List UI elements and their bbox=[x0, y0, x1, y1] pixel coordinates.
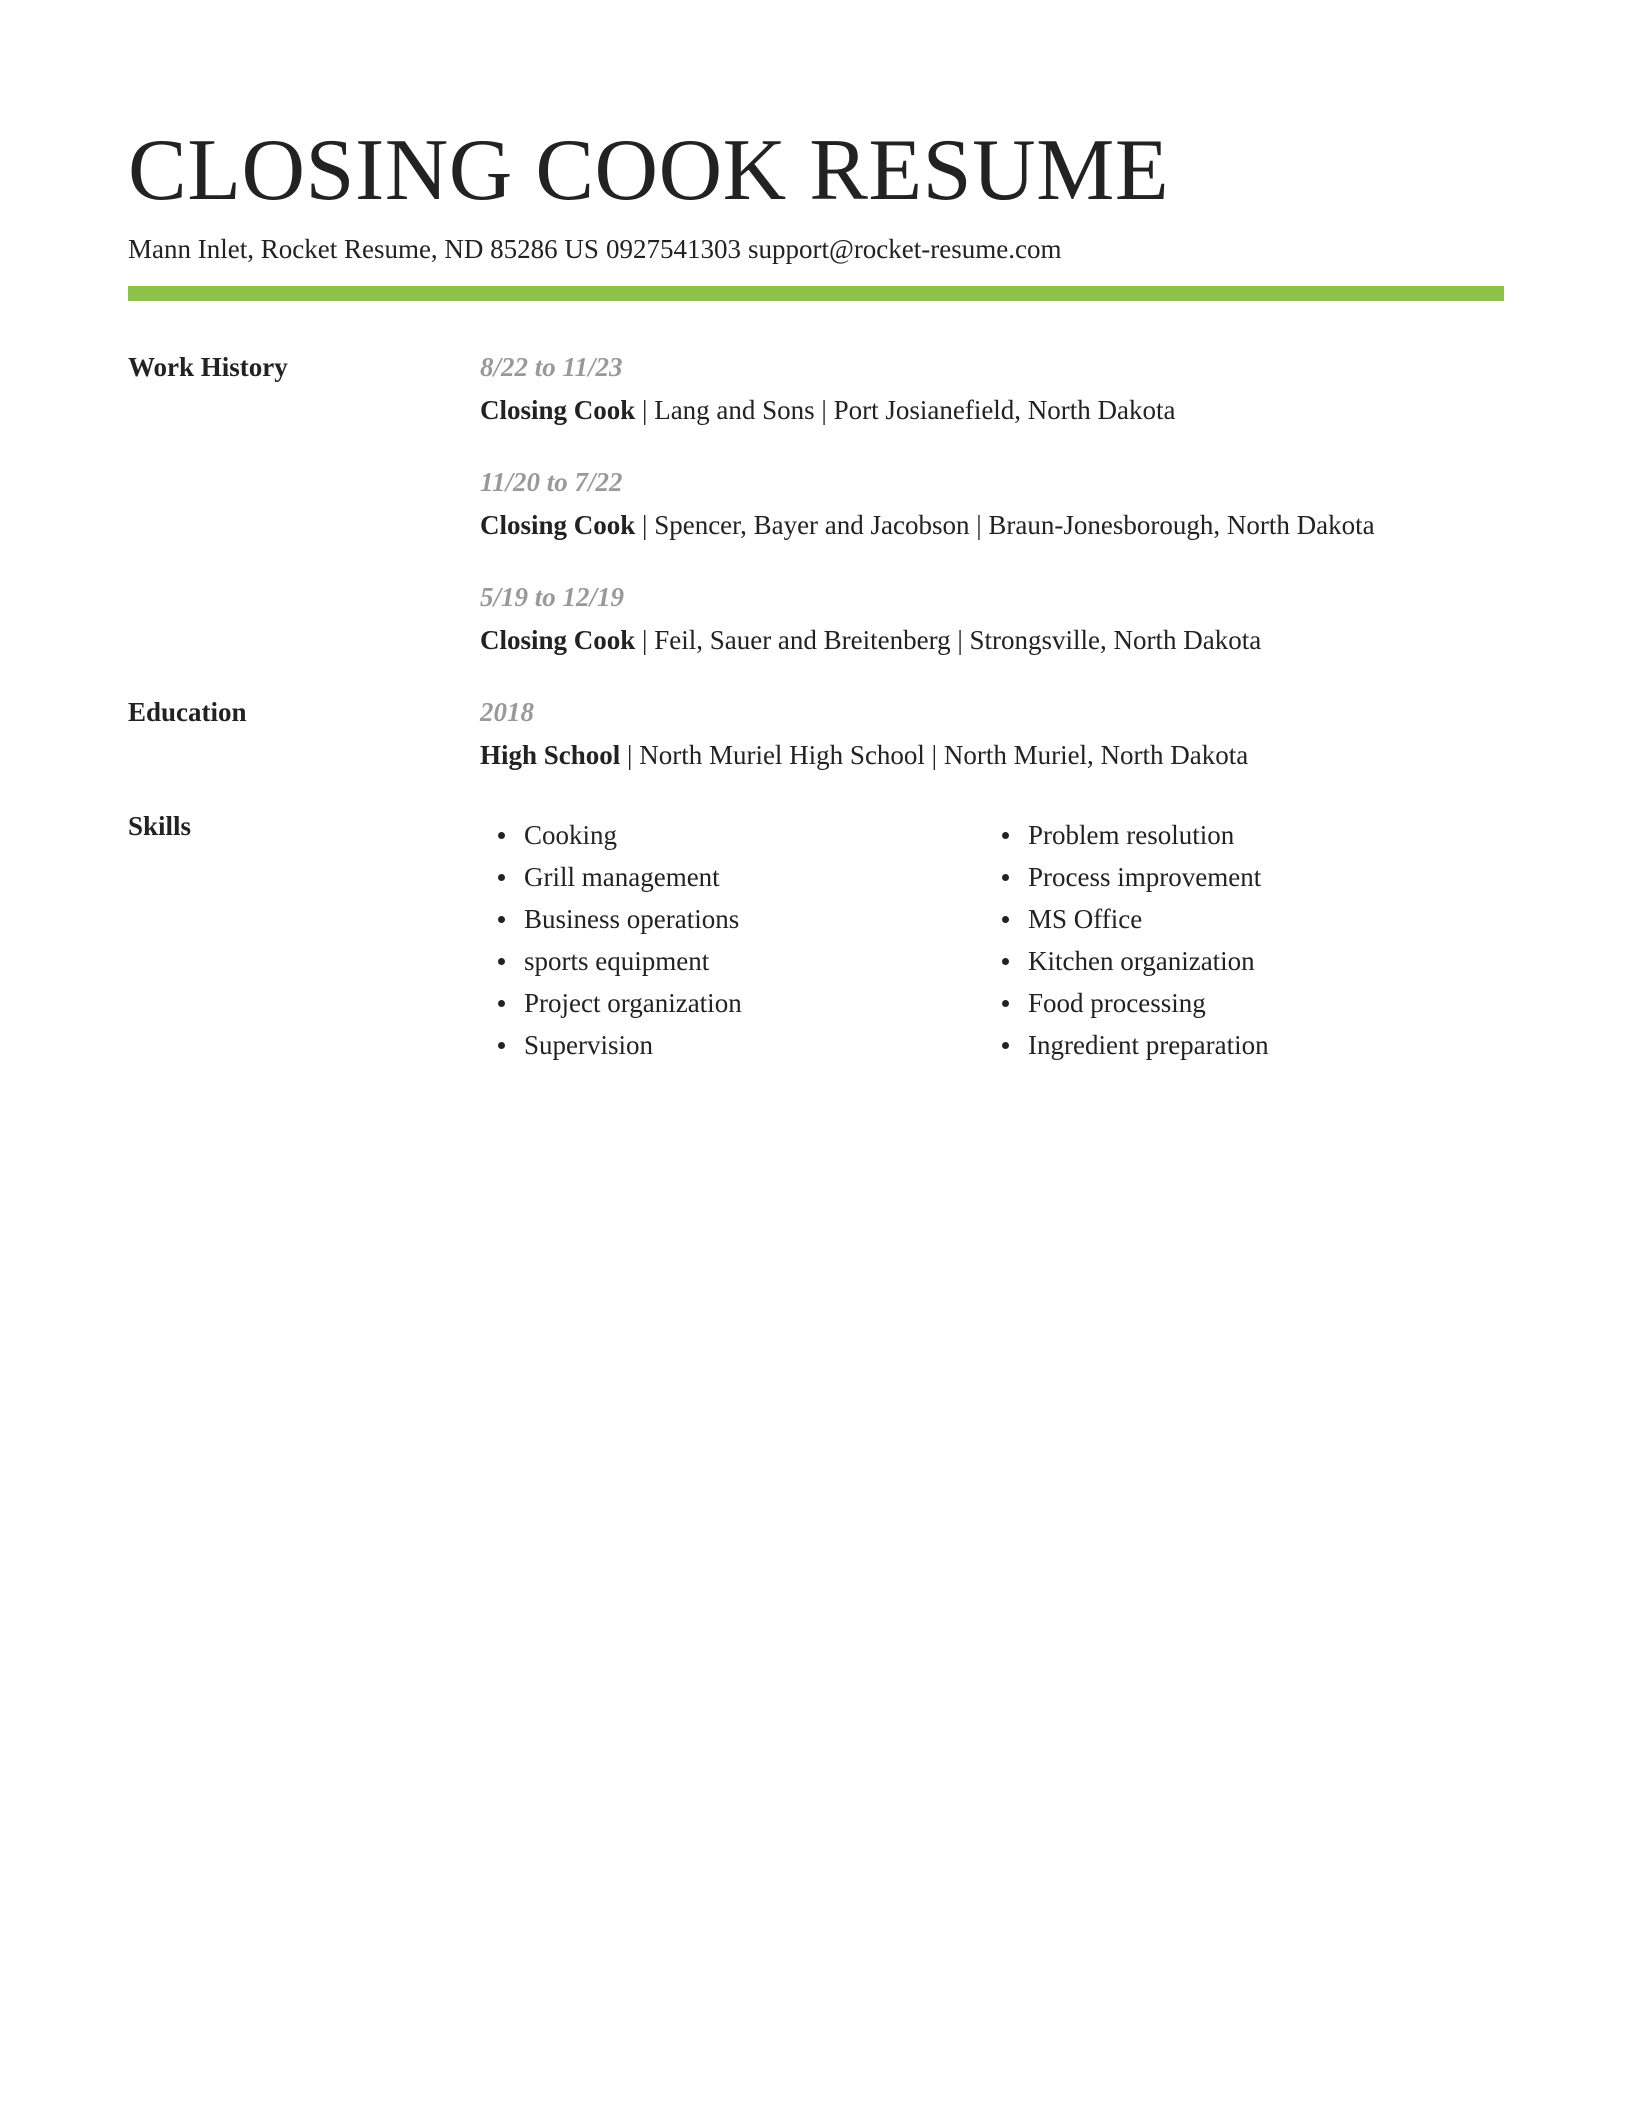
work-entry-title: Closing Cook bbox=[480, 510, 636, 540]
skill-item: Project organization bbox=[524, 982, 742, 1024]
skill-item: Process improvement bbox=[1028, 856, 1269, 898]
education-details: | North Muriel High School | North Muriel, North Dakota bbox=[620, 740, 1249, 770]
work-entry bbox=[480, 462, 1504, 546]
skill-item: Problem resolution bbox=[1028, 814, 1269, 856]
skill-item: MS Office bbox=[1028, 898, 1269, 940]
section-label-work-history: Work History bbox=[128, 352, 288, 382]
work-entry-date: 5/19 to 12/19 bbox=[480, 582, 625, 612]
skills-column-1 bbox=[480, 814, 742, 1066]
skill-item: Grill management bbox=[524, 856, 742, 898]
page-title: CLOSING COOK RESUME bbox=[128, 122, 1170, 219]
skill-item: Kitchen organization bbox=[1028, 940, 1269, 982]
skill-item: Supervision bbox=[524, 1024, 742, 1066]
skill-item: Cooking bbox=[524, 814, 742, 856]
accent-divider bbox=[128, 286, 1504, 301]
contact-line bbox=[128, 229, 1061, 269]
work-entry-title: Closing Cook bbox=[480, 395, 636, 425]
work-entry bbox=[480, 577, 1504, 661]
skill-item: sports equipment bbox=[524, 940, 742, 982]
skill-item: Food processing bbox=[1028, 982, 1269, 1024]
section-label-skills: Skills bbox=[128, 811, 192, 841]
work-entry-details: | Feil, Sauer and Breitenberg | Strongsville, North Dakota bbox=[635, 625, 1262, 655]
work-entry-details: | Spencer, Bayer and Jacobson | Braun-Jonesborough, North Dakota bbox=[635, 510, 1375, 540]
education-degree: High School bbox=[480, 740, 621, 770]
skill-item: Ingredient preparation bbox=[1028, 1024, 1269, 1066]
contact-address: Mann Inlet, Rocket Resume, ND 85286 US bbox=[128, 234, 599, 264]
work-entry-date: 8/22 to 11/23 bbox=[480, 352, 623, 382]
education-line bbox=[480, 734, 1504, 776]
skills-column-2 bbox=[984, 814, 1269, 1066]
contact-email: support@rocket-resume.com bbox=[747, 234, 1062, 264]
work-entry-line bbox=[480, 389, 1504, 431]
work-entry-date: 11/20 to 7/22 bbox=[480, 467, 623, 497]
work-entry-line bbox=[480, 504, 1504, 546]
work-entry-title: Closing Cook bbox=[480, 625, 636, 655]
work-entry-line bbox=[480, 619, 1504, 661]
work-entry bbox=[480, 347, 1504, 431]
contact-phone: 0927541303 bbox=[605, 234, 741, 264]
skill-item: Business operations bbox=[524, 898, 742, 940]
work-entry-details: | Lang and Sons | Port Josianefield, North Dakota bbox=[635, 395, 1176, 425]
education-entry bbox=[480, 692, 1504, 776]
education-date: 2018 bbox=[480, 697, 534, 727]
section-label-education: Education bbox=[128, 697, 247, 727]
